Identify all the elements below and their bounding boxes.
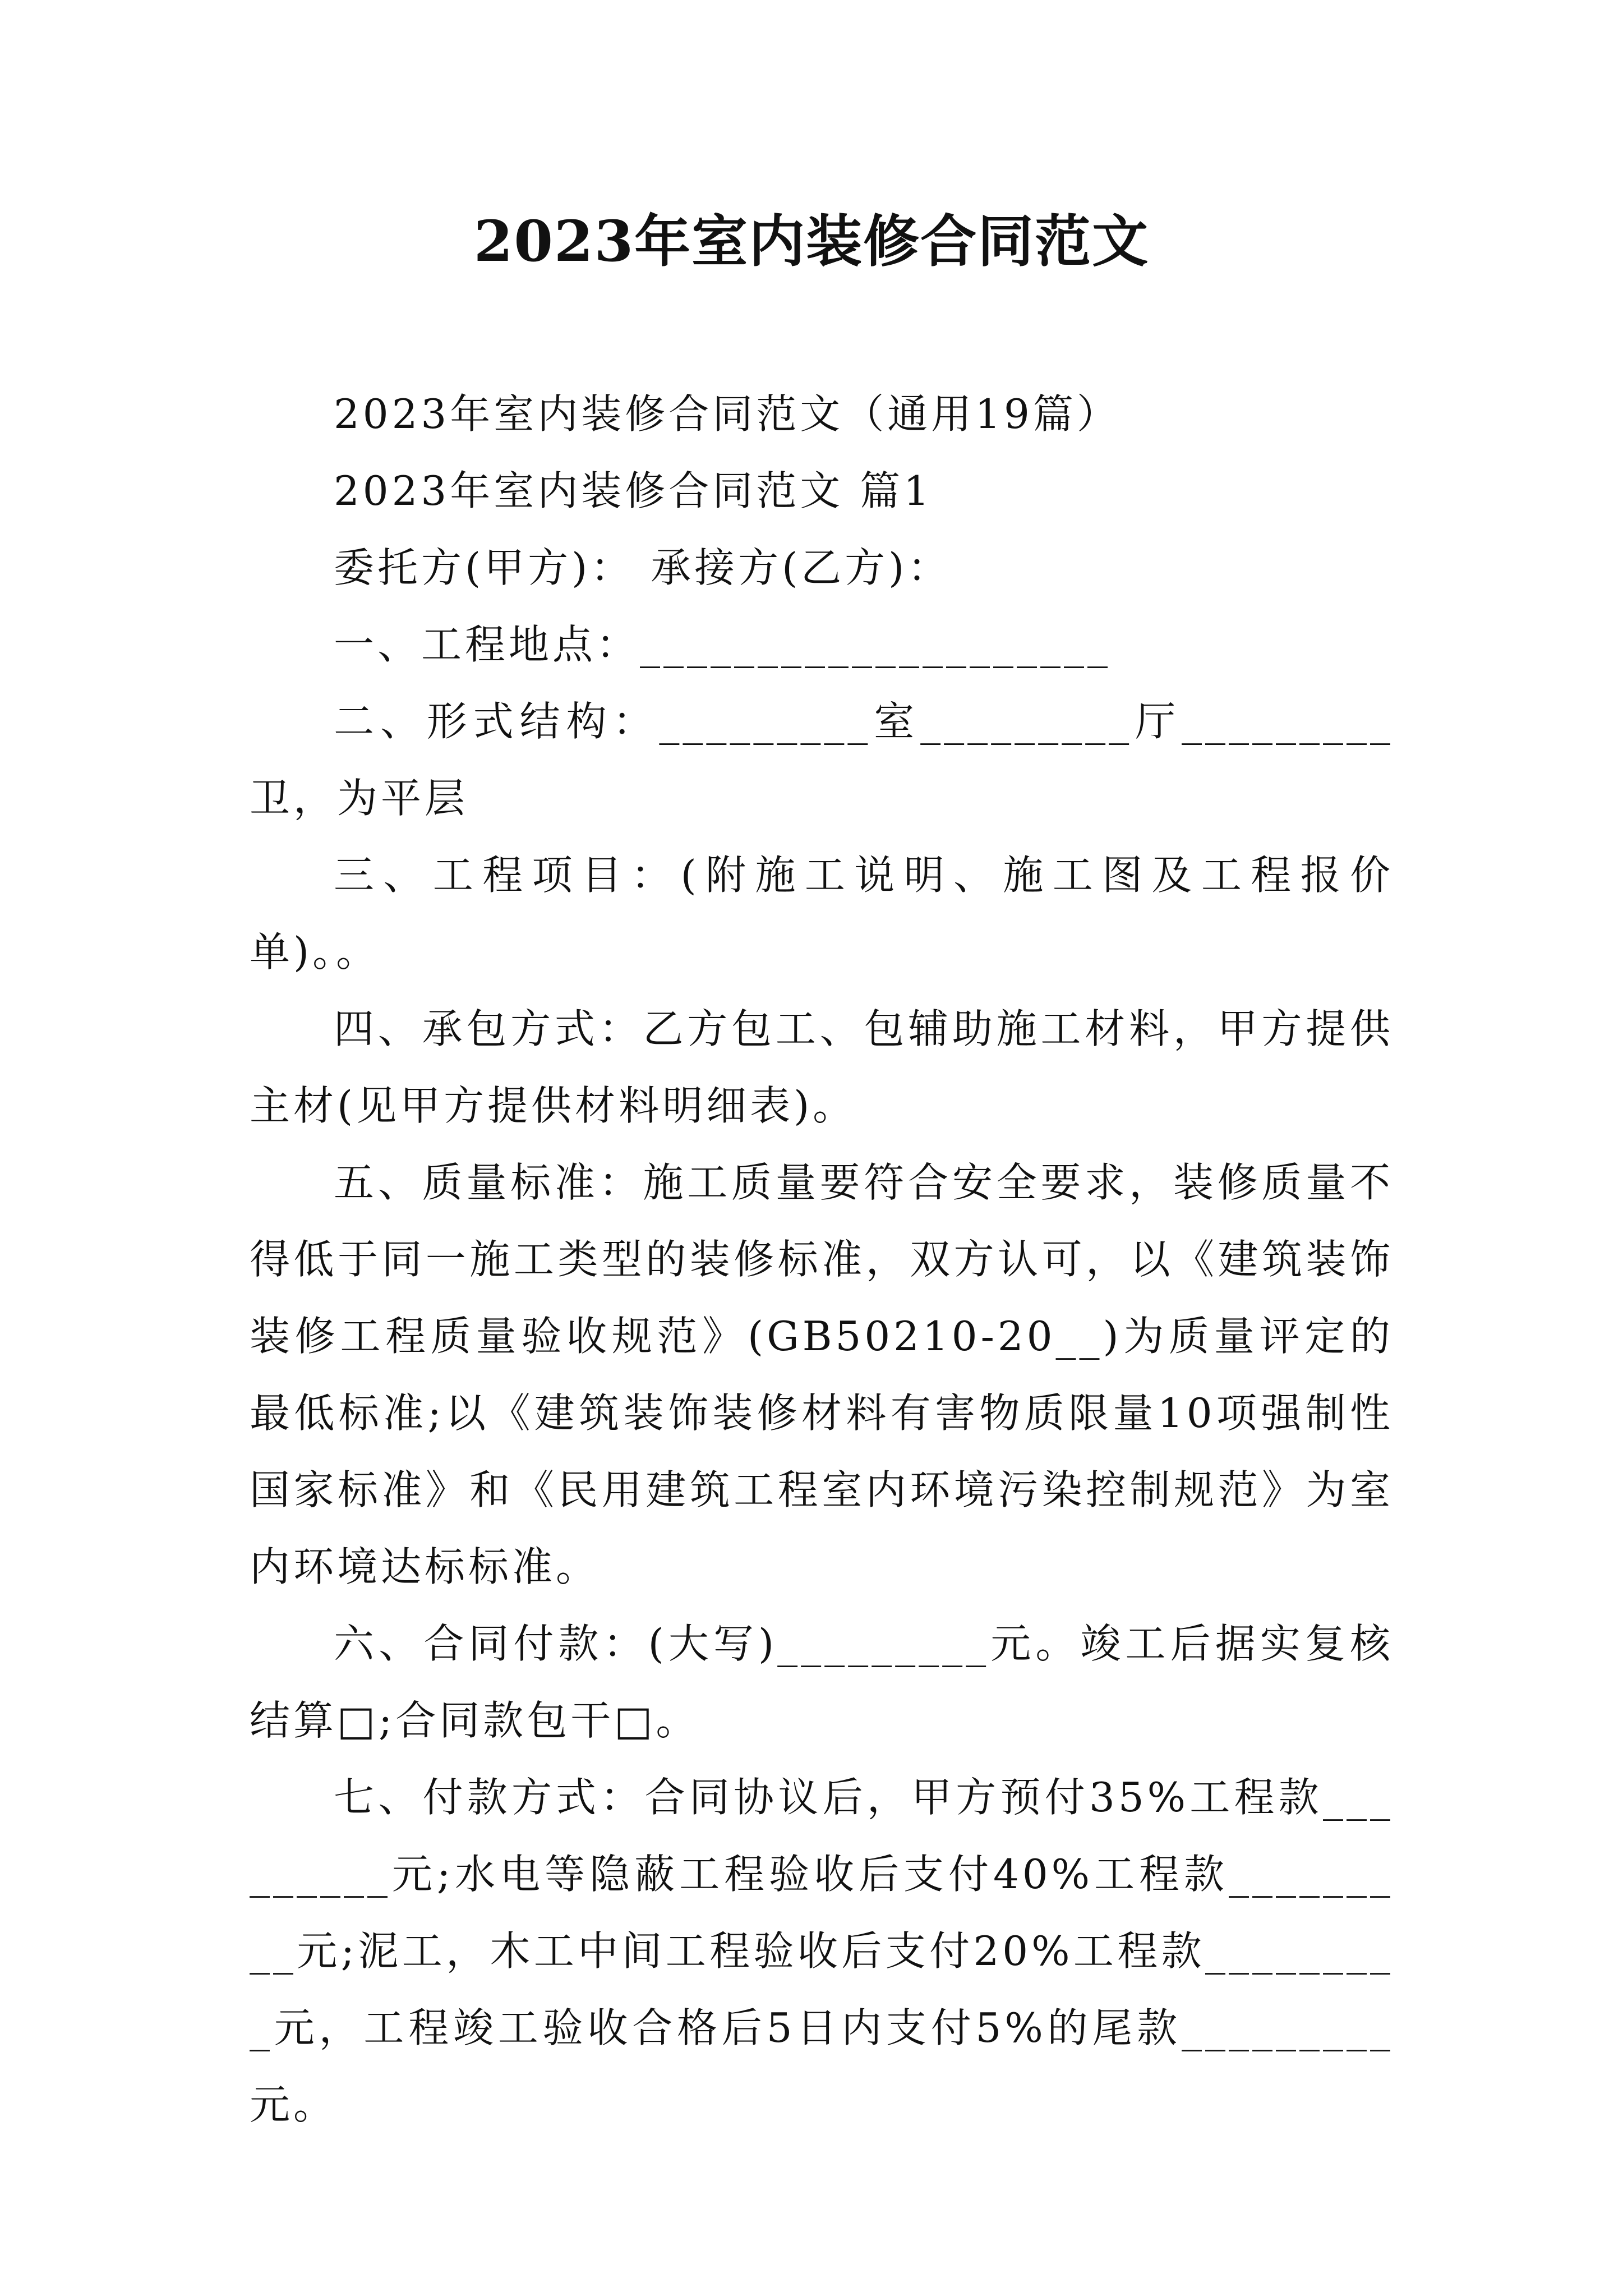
clause-structure: 二、形式结构：_________室_________厅_________卫，为平层 (250, 698, 1394, 822)
clause-location: 一、工程地点：____________________ (334, 621, 1112, 668)
clause-contracting-method: 四、承包方式：乙方包工、包辅助施工材料，甲方提供主材(见甲方提供材料明细表)。 (250, 1005, 1394, 1129)
section-heading: 2023年室内装修合同范文 篇1 (334, 467, 933, 514)
document-title: 2023年室内装修合同范文 (473, 208, 1150, 274)
clause-project: 三、工程项目：(附施工说明、施工图及工程报价单)。。 (250, 852, 1394, 976)
clause-quality-standard: 五、质量标准：施工质量要符合安全要求，装修质量不得低于同一施工类型的装修标准，双方认可，以《建筑装饰装修工程质量验收规范》(GB50210-20__)为质量评定的最低标准;以《建筑装饰装修材料有害物质限量10项强制性国家标准》和《民用建筑工程室内环境污染控制规范》为室内环境达标标准。 (250, 1159, 1394, 1590)
subtitle-paragraph: 2023年室内装修合同范文（通用19篇） (334, 390, 1121, 438)
clause-contract-payment: 六、合同付款：(大写)_________元。竣工后据实复核结算□;合同款包干□。 (250, 1620, 1394, 1744)
parties-line: 委托方(甲方)： 承接方(乙方)： (334, 544, 952, 591)
clause-payment-method: 七、付款方式：合同协议后，甲方预付35%工程款_________元;水电等隐蔽工程验收后支付40%工程款_________元;泥工，木工中间工程验收后支付20%工程款_________元，工程竣工验收合格后5日内支付5%的尾款_________元。 (250, 1774, 1394, 2128)
document-body (250, 376, 1394, 2143)
